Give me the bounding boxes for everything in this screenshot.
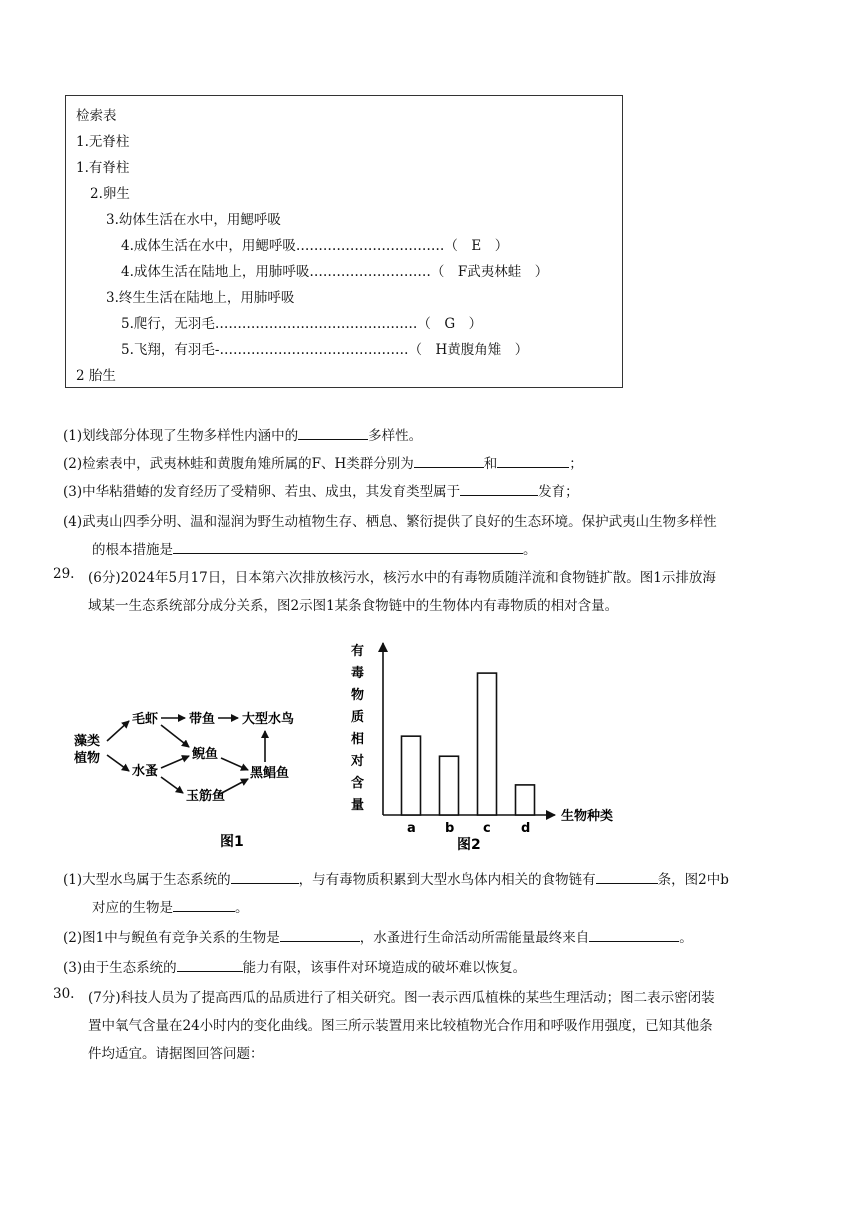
q29-item-2: (2)图1中与鲵鱼有竞争关系的生物是 ，水蚤进行生命活动所需能量最终来自 。 <box>63 926 693 946</box>
figure-1-food-web <box>65 695 325 855</box>
answer-blank[interactable] <box>280 927 360 942</box>
y-axis-label-char: 对 <box>351 754 365 769</box>
arrow <box>161 777 183 793</box>
key-line: 4.成体生活在陆地上，用肺呼吸………………………（ F武夷林蛙 ） <box>121 264 549 280</box>
arrow <box>107 755 129 771</box>
node-fish-ni: 鲵鱼 <box>192 747 219 762</box>
q29-stem-line2: 域某一生态系统部分成分关系，图2示图1某条食物链中的生物体内有毒物质的相对含量。 <box>88 598 619 614</box>
key-line: 5.飞翔，有羽毛-……………………………………（ H黄腹角雉 ） <box>121 342 529 358</box>
x-tick-label: a <box>407 821 416 836</box>
bar-c <box>478 673 497 815</box>
key-line: 5.爬行，无羽毛………………………………………（ G ） <box>121 316 483 332</box>
answer-blank[interactable] <box>173 897 235 912</box>
answer-blank[interactable] <box>231 869 299 884</box>
answer-blank[interactable] <box>173 539 523 554</box>
figure-1-caption: 图1 <box>220 834 244 850</box>
answer-blank[interactable] <box>460 481 538 496</box>
answer-blank[interactable] <box>596 869 658 884</box>
bar-b <box>440 756 459 815</box>
answer-blank[interactable] <box>298 425 368 440</box>
q29-number: 29. <box>53 566 75 582</box>
answer-blank[interactable] <box>497 453 569 468</box>
arrow <box>107 721 129 741</box>
node-hairtail: 带鱼 <box>189 712 216 727</box>
answer-blank[interactable] <box>414 453 484 468</box>
y-axis-label-char: 质 <box>351 710 365 725</box>
q29-item-1-line2: 对应的生物是 。 <box>92 896 249 916</box>
q30-stem-line1: (7分)科技人员为了提高西瓜的品质进行了相关研究。图一表示西瓜植株的某些生理活动；图二表示密闭装 <box>88 990 715 1006</box>
arrow <box>221 758 248 770</box>
q29-item-3: (3)由于生态系统的 能力有限，该事件对环境造成的破坏难以恢复。 <box>63 956 526 976</box>
key-line: 3.终生生活在陆地上，用肺呼吸 <box>106 290 295 306</box>
key-line: 4.成体生活在水中，用鳃呼吸……………………………（ E ） <box>121 238 509 254</box>
arrow <box>161 756 189 768</box>
q28-item-2: (2)检索表中，武夷林蛙和黄腹角雉所属的F、H类群分别为 和 ； <box>63 452 583 472</box>
bar-d <box>516 785 535 815</box>
x-axis-label: 生物种类 <box>561 809 614 824</box>
figure-2-chart <box>345 635 635 855</box>
key-line: 2 胎生 <box>76 368 116 384</box>
q29-stem-line1: (6分)2024年5月17日，日本第六次排放核污水，核污水中的有毒物质随洋流和食物链扩散。图1示排放海 <box>88 570 716 586</box>
key-line: 2.卵生 <box>90 186 130 202</box>
key-title: 检索表 <box>76 108 117 124</box>
y-axis-label-char: 物 <box>351 688 365 703</box>
arrow <box>161 725 189 747</box>
node-sand-lance: 玉筋鱼 <box>186 789 226 804</box>
node-black-pomfret: 黑鲳鱼 <box>250 766 290 781</box>
key-table <box>65 95 623 388</box>
arrow <box>218 779 248 795</box>
x-tick-label: b <box>445 821 455 836</box>
x-tick-label: d <box>521 821 531 836</box>
node-daphnia: 水蚤 <box>132 764 159 779</box>
q29-item-1-line1: (1)大型水鸟属于生态系统的 ，与有毒物质积累到大型水鸟体内相关的食物链有 条，图2中b <box>63 868 729 888</box>
node-shrimp: 毛虾 <box>132 712 159 727</box>
key-line: 1.有脊柱 <box>76 160 130 176</box>
x-tick-label: c <box>483 821 491 836</box>
key-line: 1.无脊柱 <box>76 134 130 150</box>
node-algae-2: 植物 <box>74 751 101 766</box>
node-algae: 藻类 <box>74 734 101 749</box>
q28-item-3: (3)中华粘猎蝽的发育经历了受精卵、若虫、成虫，其发育类型属于 发育； <box>63 480 579 500</box>
y-axis-label-char: 毒 <box>351 666 365 681</box>
y-axis-label <box>350 643 364 813</box>
y-axis-label-char: 相 <box>351 732 365 747</box>
bar-a <box>402 736 421 815</box>
y-axis-label-char: 量 <box>351 798 365 813</box>
q28-item-4-line1: (4)武夷山四季分明、温和湿润为野生动植物生存、栖息、繁衍提供了良好的生态环境。保护武夷山生物多样性 <box>63 514 717 530</box>
answer-blank[interactable] <box>177 957 243 972</box>
q28-item-4-line2: 的根本措施是 。 <box>92 538 537 558</box>
q30-number: 30. <box>53 986 75 1002</box>
figure-2-caption: 图2 <box>457 837 481 853</box>
answer-blank[interactable] <box>589 927 679 942</box>
y-axis-label-char: 有 <box>351 644 365 659</box>
q28-item-1: (1)划线部分体现了生物多样性内涵中的 多样性。 <box>63 424 422 444</box>
y-axis-label-char: 含 <box>351 776 365 791</box>
q30-stem-line2: 置中氧气含量在24小时内的变化曲线。图三所示装置用来比较植物光合作用和呼吸作用强度，已知其他条 <box>88 1018 713 1034</box>
q30-stem-line3: 件均适宜。请据图回答问题： <box>88 1046 264 1062</box>
key-line: 3.幼体生活在水中，用鳃呼吸 <box>106 212 281 228</box>
node-waterbird: 大型水鸟 <box>242 712 295 727</box>
